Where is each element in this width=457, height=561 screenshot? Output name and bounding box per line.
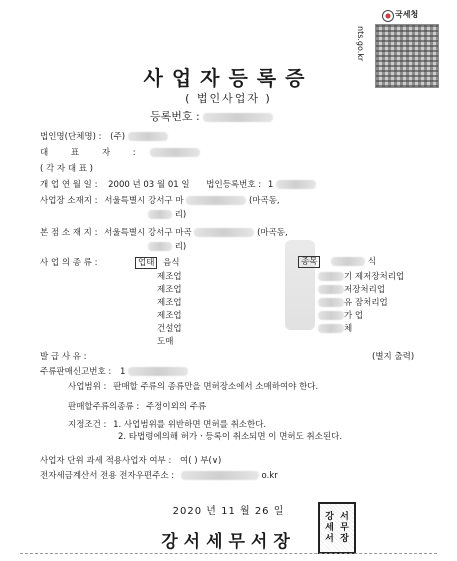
redacted-value: [150, 148, 200, 157]
liquor-type-value: 주정이외의 주류: [145, 402, 207, 412]
tax-email-value: o.kr: [261, 471, 278, 481]
rep-note: ( 각 자 대 표 ): [40, 164, 93, 174]
right-item: 식: [367, 257, 377, 267]
redacted-value: [194, 228, 254, 237]
redacted-value: [276, 180, 316, 189]
business-item-category: [298, 255, 376, 267]
liquor-condition-2: 2. 타법령에의해 허가ㆍ등록이 취소되면 이 면허도 취소된다.: [118, 432, 343, 442]
nts-seal-label: 국세청: [395, 10, 419, 19]
redacted-value: [331, 257, 365, 266]
left-item: 제조업: [157, 285, 182, 295]
liquor-report-row: [40, 365, 188, 377]
registration-number-label: 등록번호 :: [150, 110, 200, 123]
redacted-value: [128, 132, 168, 141]
redacted-value: [181, 471, 259, 480]
tax-email-row: [40, 469, 278, 481]
bottom-divider: [20, 553, 437, 554]
location-line2: 리): [148, 208, 186, 220]
liquor-scope-label: 사업범위 :: [68, 382, 107, 392]
corp-reg-value: 1: [267, 180, 274, 190]
tax-unit-label: 사업자 단위 과세 적용사업자 여부 :: [40, 456, 172, 466]
issue-reason-label: 발 급 사 유 :: [40, 352, 87, 362]
right-item-row: [318, 283, 385, 295]
location-label: 사업장 소재지 :: [40, 196, 98, 206]
redacted-value: [186, 196, 246, 205]
liquor-type-row: [68, 400, 206, 412]
rep-label: 대 표 자 :: [40, 148, 146, 158]
tax-email-label: 전자세금계산서 전용 전자우편주소 :: [40, 471, 175, 481]
right-item: 기 제저장처리업: [344, 272, 405, 282]
redacted-value: [203, 113, 273, 122]
left-item: 도매: [157, 337, 174, 347]
rep-row: [40, 146, 200, 158]
location-row: [40, 194, 280, 206]
document-title: 사업자등록증: [143, 66, 314, 90]
left-item: 제조업: [157, 311, 182, 321]
right-item-row: [318, 309, 363, 321]
right-item-row: [318, 296, 388, 308]
tax-office-name: 강서세무서장: [161, 532, 296, 552]
issue-date: 2020 년 11 월 26 일: [172, 506, 285, 517]
business-category-row: [133, 255, 182, 269]
vertical-url: nts.go.kr: [356, 26, 365, 62]
right-item-row: [318, 322, 352, 334]
liquor-scope-row: [68, 380, 318, 392]
hq-suffix: (마곡동,: [257, 228, 288, 238]
liquor-report-label: 주류판매신고번호 :: [40, 367, 112, 377]
tax-unit-value: 여( ) 부(∨): [180, 456, 222, 466]
liquor-report-value: 1: [119, 367, 126, 377]
redacted-value: [128, 367, 188, 376]
liquor-condition-label: 지정조건 :: [68, 420, 107, 430]
hq-label: 본 점 소 재 지 :: [40, 228, 98, 238]
category-badge: 업태: [135, 257, 157, 269]
watermark: [285, 240, 315, 330]
corp-name-label: 법인명(단체명) :: [40, 132, 102, 142]
corp-reg-label: 법인등록번호 :: [206, 180, 262, 190]
hq-line2: 리): [148, 240, 186, 252]
redacted-value: [148, 210, 172, 219]
item-badge: 종목: [298, 256, 320, 268]
tax-unit-row: [40, 454, 221, 466]
registration-number: [150, 108, 273, 124]
left-item: 건설업: [157, 324, 182, 334]
corp-name-value: (주): [110, 132, 126, 142]
liquor-condition-row: [68, 418, 266, 430]
redacted-value: [148, 242, 172, 251]
open-date-value: 2000 년 03 월 01 일: [108, 180, 190, 190]
right-item: 체: [344, 324, 353, 334]
hq-row: [40, 226, 288, 238]
left-item: 제조업: [157, 298, 182, 308]
document-subtitle: ( 법인사업자 ): [185, 92, 272, 105]
business-type-label: 사 업 의 종 류 :: [40, 258, 98, 268]
open-date-row: [40, 178, 316, 190]
left-item: 제조업: [157, 272, 182, 282]
separate-sheet-note: (별지 출력): [372, 352, 415, 362]
right-item: 저장처리업: [344, 285, 386, 295]
hq-value: 서울특별시 강서구 마곡: [104, 228, 192, 238]
right-item: 가 업: [344, 311, 364, 321]
liquor-type-label: 판매할주류의종류 :: [68, 402, 140, 412]
right-item-row: [318, 270, 404, 282]
location-suffix: (마곡동,: [248, 196, 280, 206]
category-item: 음식: [163, 258, 180, 268]
official-seal: 강 서 세 무 서 장: [318, 502, 356, 554]
corp-name-row: [40, 130, 168, 142]
liquor-condition-1: 1. 사업범위를 위반하면 면허를 취소한다.: [113, 420, 267, 430]
open-date-label: 개 업 연 월 일 :: [40, 180, 98, 190]
liquor-scope-value: 판매할 주류의 종류만을 면허장소에서 소매하여야 한다.: [113, 382, 319, 392]
location-value: 서울특별시 강서구 마: [104, 196, 184, 206]
right-item: 유 잠처리업: [344, 298, 388, 308]
